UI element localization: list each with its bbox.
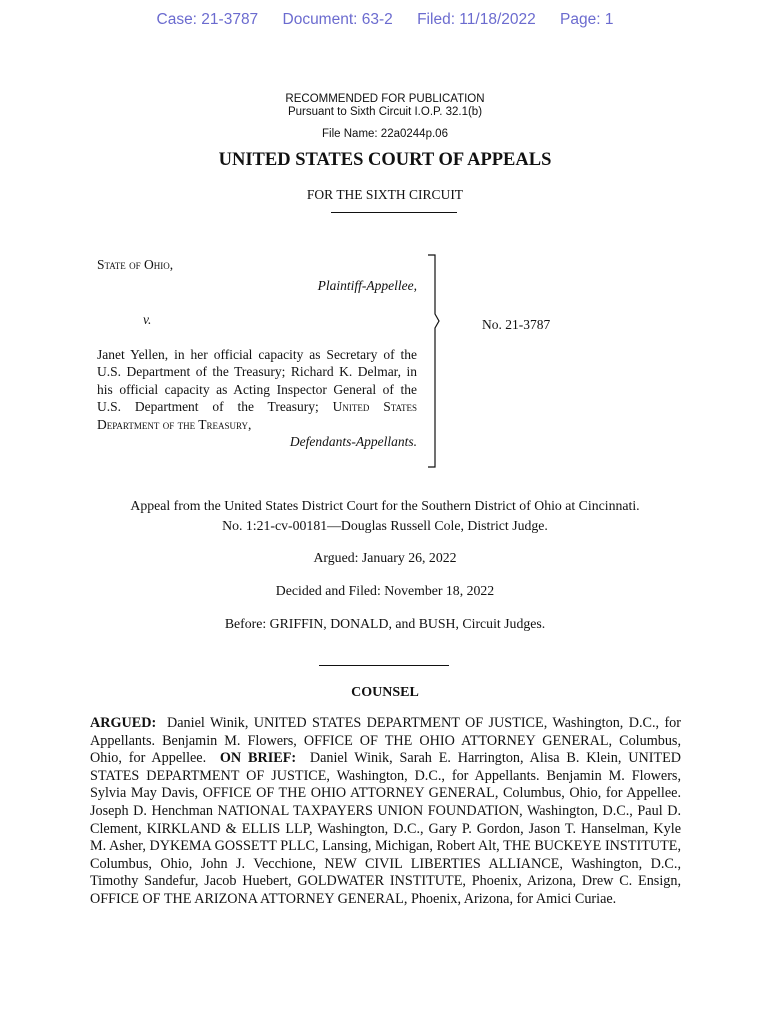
docket-number: No. 21-3787 [482,317,551,332]
filing-stamp-header [0,11,770,29]
plaintiff-name: State of Ohio, [97,257,174,272]
pursuant-rule: Pursuant to Sixth Circuit I.O.P. 32.1(b) [287,106,483,118]
defendants-text: Janet Yellen, in her official capacity as Secretary of the U.S. Department of the Treasury; Richard K. Delmar, in his official capacity as Acting Inspector General of the U.S. Department of the Treasury; [97,346,417,414]
recommended-for-publication: RECOMMENDED FOR PUBLICATION [285,93,485,105]
case-caption [97,256,417,451]
court-title: UNITED STATES COURT OF APPEALS [218,150,552,170]
publication-notice [0,93,770,119]
appeal-info [0,496,770,536]
document-number-stamp: Document: 63-2 [282,11,393,28]
panel-judges: Before: GRIFFIN, DONALD, and BUSH, Circuit Judges. [224,616,546,631]
filed-date-stamp: Filed: 11/18/2022 [417,11,536,28]
on-brief-counsel: Daniel Winik, Sarah E. Harrington, Alisa B. Klein, UNITED STATES DEPARTMENT OF JUSTICE, Washington, D.C., for Appellants. Benjamin M. Flowers, Sylvia May Davis, OFFICE OF THE OHIO ATTORNEY GENERAL, Columbus, Ohio, for Appellee. Joseph D. Henchman NATIONAL TAXPAYERS UNION FOUNDATION, Washington, D.C., Paul D. Clement, KIRKLAND & ELLIS LLP, Washington, D.C., Gary P. Gordon, Jason T. Hanselman, Kyle M. Asher, DYKEMA GOSSETT PLLC, Lansing, Michigan, Robert Alt, THE BUCKEYE INSTITUTE, Columbus, Ohio, John J. Vecchione, NEW CIVIL LIBERTIES ALLIANCE, Washington, D.C., Timothy Sandefur, Jacob Huebert, GOLDWATER INSTITUTE, Phoenix, Arizona, Drew C. Ensign, OFFICE OF THE ARIZONA ATTORNEY GENERAL, Phoenix, Arizona, for Amici Curiae. [90,750,682,907]
page-number-stamp: Page: 1 [560,11,614,28]
defendants-role: Defendants-Appellants. [289,434,417,449]
title-rule [331,212,457,213]
case-number-stamp: Case: 21-3787 [156,11,259,28]
plaintiff-role: Plaintiff-Appellee, [317,277,417,293]
argued-counsel: Daniel Winik, UNITED STATES DEPARTMENT OF JUSTICE, Washington, D.C., for Appellants. Benjamin M. Flowers, OFFICE OF THE OHIO ATTORNEY GENERAL, Columbus, Ohio, for Appellee. [90,715,681,767]
appeal-source: Appeal from the United States District Court for the Southern District of Ohio at Cincinnati. [130,498,640,513]
file-name: File Name: 22a0244p.06 [322,128,448,140]
argued-label: ARGUED: [90,715,157,731]
decided-date: Decided and Filed: November 18, 2022 [275,583,495,598]
district-case: No. 1:21-cv-00181—Douglas Russell Cole, District Judge. [222,518,548,533]
on-brief-label: ON BRIEF: [219,750,297,767]
versus: v. [143,312,152,327]
counsel-heading: COUNSEL [351,685,419,700]
circuit-name: FOR THE SIXTH CIRCUIT [306,187,464,202]
counsel-paragraph [90,715,681,909]
section-rule [319,665,449,666]
caption-bracket [428,254,440,468]
defendants-names [97,346,417,434]
argued-date: Argued: January 26, 2022 [313,550,457,565]
defendant-department: United States Department of the Treasury, [97,399,418,432]
